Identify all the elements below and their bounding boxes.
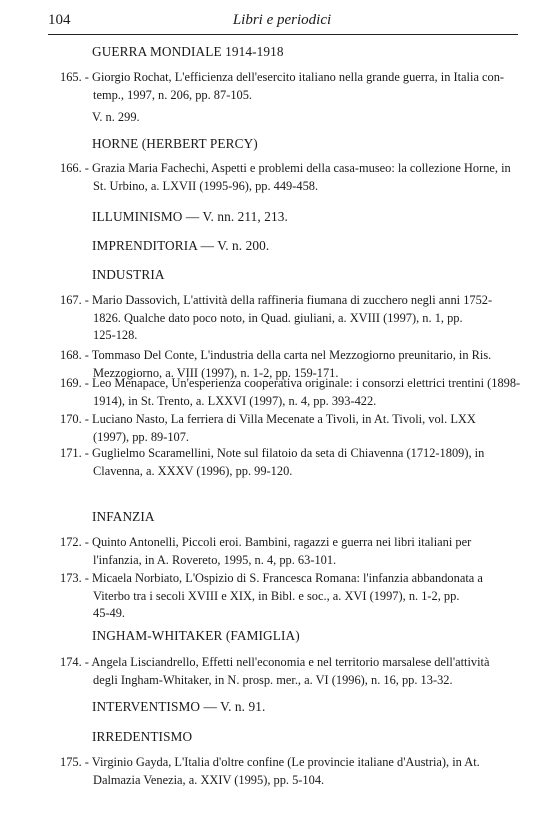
running-title: Libri e periodici xyxy=(232,12,332,28)
entry-continuation: Viterbo tra i secoli XVIII e XIX, in Bibl. e soc., a. XVI (1997), n. 1-2, pp. xyxy=(93,588,460,603)
section-heading: INGHAM-WHITAKER (FAMIGLIA) xyxy=(92,628,300,643)
entry-number: 173. - xyxy=(60,571,93,585)
entry-number: 166. - xyxy=(60,161,93,175)
entry-first-line xyxy=(60,69,524,87)
bibliography-entry xyxy=(60,292,524,345)
entry-text: Virginio Gayda, L'Italia d'oltre confine (Le provincie italiane d'Austria), in At. xyxy=(91,755,480,769)
entry-continuation: Mezzogiorno, a. VIII (1997), n. 1-2, pp. 159-171. xyxy=(93,365,339,380)
entry-text: Leo Menapace, Un'esperienza cooperativa originale: i consorzi elettrici trentini (1898- xyxy=(92,376,521,390)
page-number: 104 xyxy=(48,12,71,28)
entry-first-line xyxy=(60,754,524,772)
bibliography-entry xyxy=(60,69,524,104)
entry-text: Grazia Maria Fachechi, Aspetti e problemi della casa-museo: la collezione Horne, in xyxy=(92,161,511,175)
entry-text: Quinto Antonelli, Piccoli eroi. Bambini, ragazzi e guerra nei libri italiani per xyxy=(92,535,472,549)
entry-number: 165. - xyxy=(60,70,93,84)
section-heading: INFANZIA xyxy=(92,509,155,524)
entry-number: 174. - xyxy=(60,655,92,669)
section-heading: GUERRA MONDIALE 1914-1918 xyxy=(92,44,284,59)
entry-continuation: Clavenna, a. XXXV (1996), pp. 99-120. xyxy=(93,463,293,478)
entry-first-line xyxy=(60,375,524,393)
bibliography-entry xyxy=(60,534,524,569)
entry-text: Tommaso Del Conte, L'industria della carta nel Mezzogiorno preunitario, in Ris. xyxy=(91,348,492,362)
section-heading: ILLUMINISMO — V. nn. 211, 213. xyxy=(92,209,288,224)
section-heading: IMPRENDITORIA — V. n. 200. xyxy=(92,238,270,253)
entry-text: Mario Dassovich, L'attività della raffineria fiumana di zucchero negli anni 1752- xyxy=(92,293,493,307)
entry-text: Luciano Nasto, La ferriera di Villa Mecenate a Tivoli, in At. Tivoli, vol. LXX xyxy=(92,412,476,426)
entry-first-line xyxy=(60,534,524,552)
entry-first-line xyxy=(60,411,524,429)
entry-number: 171. - xyxy=(60,446,93,460)
bibliography-entry xyxy=(60,160,524,195)
entry-first-line xyxy=(60,292,524,310)
section-heading: INDUSTRIA xyxy=(92,267,165,282)
entry-continuation: 1826. Qualche dato poco noto, in Quad. giuliani, a. XVIII (1997), n. 1, pp. xyxy=(93,310,463,325)
bibliography-entry xyxy=(60,411,524,446)
bibliography-entry xyxy=(60,654,524,689)
entry-continuation: 1914), in St. Trento, a. LXXVI (1997), n. 4, pp. 393-422. xyxy=(93,393,377,408)
entry-number: 168. - xyxy=(60,348,92,362)
section-heading: HORNE (HERBERT PERCY) xyxy=(92,136,258,151)
bibliography-entry xyxy=(60,570,524,623)
entry-text: Guglielmo Scaramellini, Note sul filatoio da seta di Chiavenna (1712-1809), in xyxy=(92,446,485,460)
bibliography-entry xyxy=(60,445,524,480)
cross-reference: V. n. 299. xyxy=(92,110,140,124)
header-rule xyxy=(48,34,518,35)
entry-continuation: 45-49. xyxy=(93,606,126,620)
entry-continuation: degli Ingham-Whitaker, in N. prosp. mer., a. VI (1996), n. 16, pp. 13-32. xyxy=(93,672,453,687)
entry-continuation: 125-128. xyxy=(93,328,138,342)
entry-first-line xyxy=(60,347,524,365)
entry-number: 172. - xyxy=(60,535,93,549)
entry-continuation: St. Urbino, a. LXVII (1995-96), pp. 449-458. xyxy=(93,178,319,193)
section-heading: IRREDENTISMO xyxy=(92,729,193,744)
entry-number: 170. - xyxy=(60,412,93,426)
entry-first-line xyxy=(60,160,524,178)
entry-first-line xyxy=(60,445,524,463)
entry-number: 167. - xyxy=(60,293,93,307)
entry-first-line xyxy=(60,654,524,672)
entry-continuation: temp., 1997, n. 206, pp. 87-105. xyxy=(93,87,253,102)
section-heading: INTERVENTISMO — V. n. 91. xyxy=(92,699,266,714)
entry-continuation: Dalmazia Venezia, a. XXIV (1995), pp. 5-104. xyxy=(93,772,325,787)
entry-first-line xyxy=(60,570,524,588)
bibliography-entry xyxy=(60,375,524,410)
entry-number: 175. - xyxy=(60,755,92,769)
entry-text: Micaela Norbiato, L'Ospizio di S. Francesca Romana: l'infanzia abbandonata a xyxy=(92,571,483,585)
bibliography-entry xyxy=(60,754,524,789)
entry-number: 169. - xyxy=(60,376,93,390)
page-header xyxy=(48,12,516,34)
entry-text: Giorgio Rochat, L'efficienza dell'esercito italiano nella grande guerra, in Italia con- xyxy=(92,70,505,84)
entry-continuation: l'infanzia, in A. Rovereto, 1995, n. 4, pp. 63-101. xyxy=(93,552,337,567)
entry-text: Angela Lisciandrello, Effetti nell'economia e nel territorio marsalese dell'attività xyxy=(91,655,490,669)
entry-continuation: (1997), pp. 89-107. xyxy=(93,429,190,444)
